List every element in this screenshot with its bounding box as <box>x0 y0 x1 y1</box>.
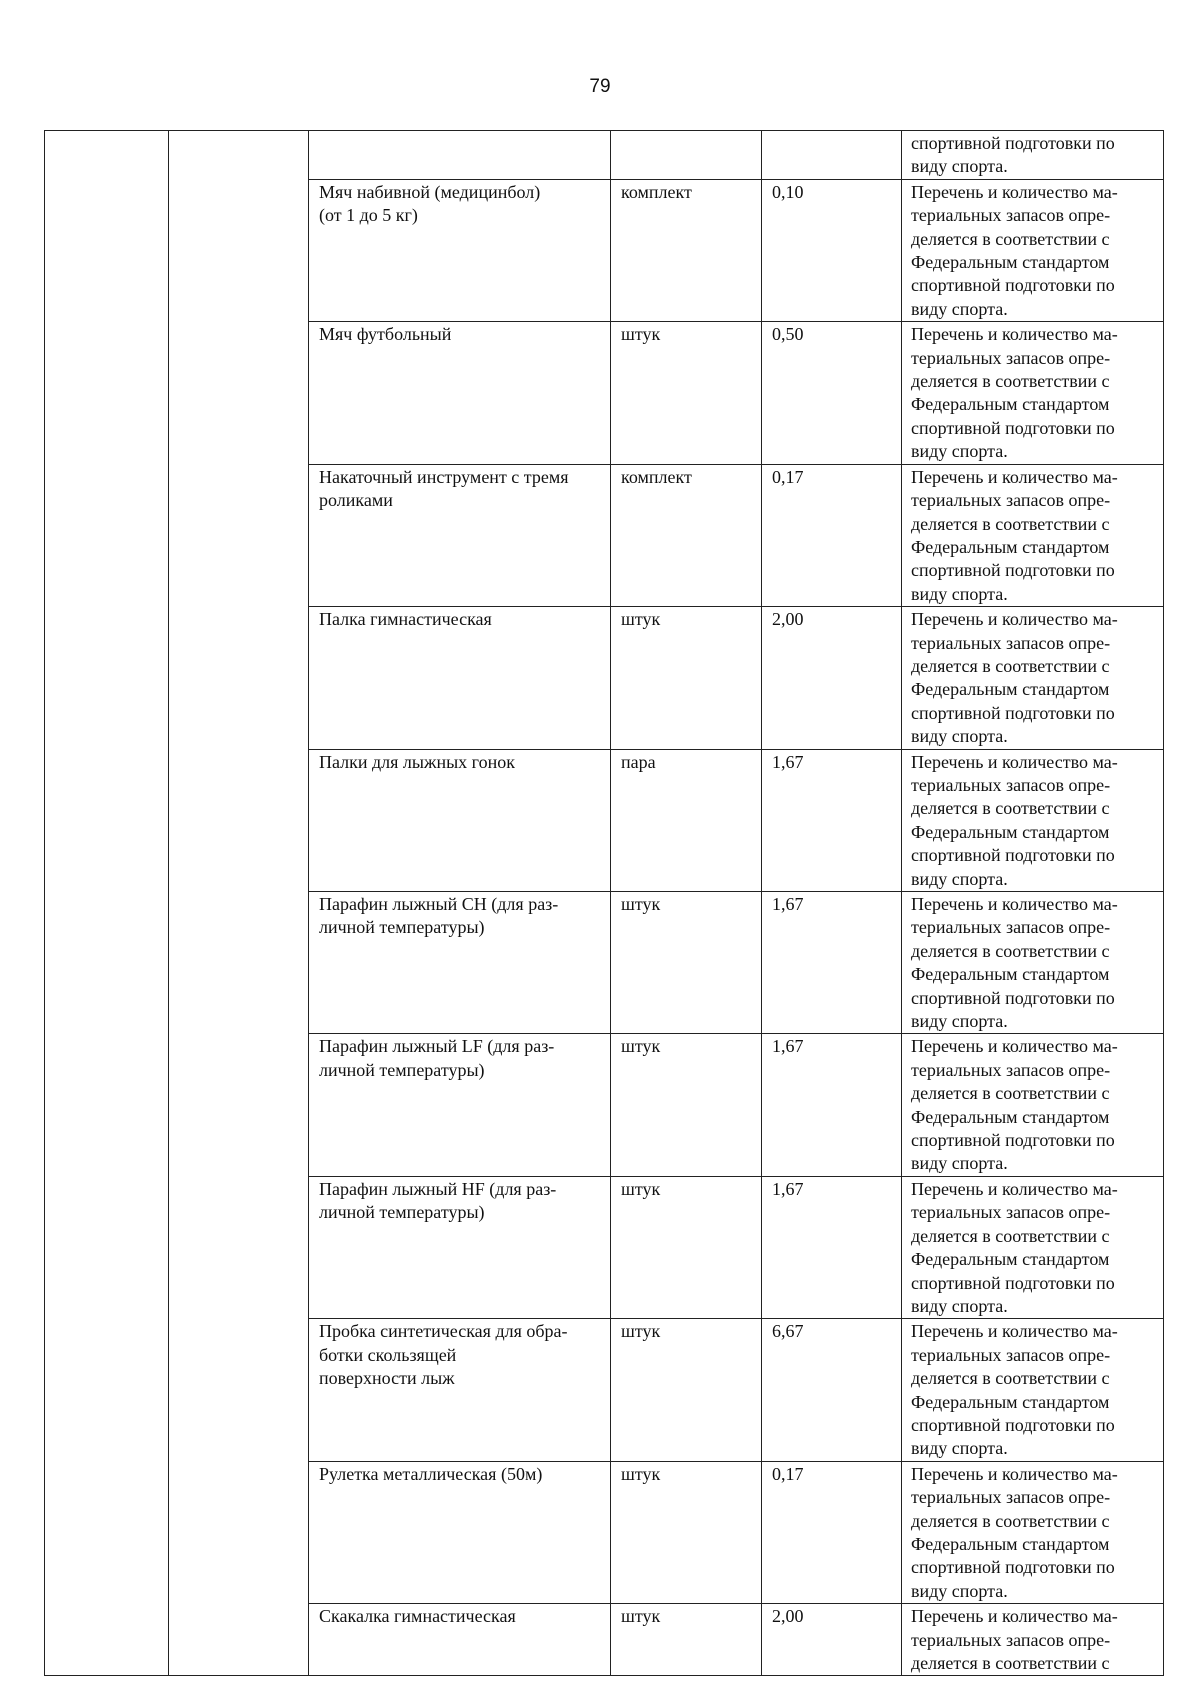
cell-line: виду спорта. <box>911 583 1008 604</box>
cell-line: личной температуры) <box>319 917 485 938</box>
note-cell <box>902 749 1164 891</box>
unit-cell <box>611 131 762 180</box>
unit-cell: комплект <box>611 464 762 606</box>
item-name-cell <box>309 1604 611 1676</box>
cell-line: деляется в соответствии с <box>911 655 1110 676</box>
quantity-cell: 2,00 <box>762 1604 902 1676</box>
cell-line: териальных запасов опре- <box>911 917 1111 938</box>
cell-line: виду спорта. <box>911 1438 1008 1459</box>
cell-line: спортивной подготовки по <box>911 417 1115 438</box>
quantity-cell: 0,10 <box>762 179 902 321</box>
note-cell <box>902 1461 1164 1603</box>
cell-line: деляется в соответствии с <box>911 513 1110 534</box>
quantity-cell: 1,67 <box>762 1176 902 1318</box>
item-name-cell <box>309 607 611 749</box>
unit-cell: штук <box>611 1319 762 1461</box>
cell-line: Федеральным стандартом <box>911 1249 1110 1270</box>
cell-line: Перечень и количество ма- <box>911 751 1118 772</box>
cell-line: деляется в соответствии с <box>911 228 1110 249</box>
cell-line: Федеральным стандартом <box>911 394 1110 415</box>
cell-line: деляется в соответствии с <box>911 940 1110 961</box>
cell-line: виду спорта. <box>911 1011 1008 1032</box>
cell-line: териальных запасов опре- <box>911 347 1111 368</box>
cell-line: Мяч футбольный <box>319 324 452 345</box>
note-cell <box>902 1319 1164 1461</box>
cell-line: виду спорта. <box>911 1153 1008 1174</box>
item-name-cell <box>309 1176 611 1318</box>
cell-line: (от 1 до 5 кг) <box>319 205 418 226</box>
cell-line: териальных запасов опре- <box>911 774 1111 795</box>
item-name-cell <box>309 1461 611 1603</box>
cell-line: спортивной подготовки по <box>911 702 1115 723</box>
cell-line: териальных запасов опре- <box>911 1344 1111 1365</box>
cell-line: Перечень и количество ма- <box>911 1321 1118 1342</box>
cell-line: Федеральным стандартом <box>911 536 1110 557</box>
cell-line: Федеральным стандартом <box>911 1391 1110 1412</box>
cell-line: Перечень и количество ма- <box>911 181 1118 202</box>
note-cell <box>902 179 1164 321</box>
cell-line: деляется в соответствии с <box>911 1225 1110 1246</box>
unit-cell: штук <box>611 322 762 464</box>
quantity-cell: 1,67 <box>762 1034 902 1176</box>
cell-line: деляется в соответствии с <box>911 371 1110 392</box>
cell-line: Федеральным стандартом <box>911 821 1110 842</box>
cell-line: виду спорта. <box>911 868 1008 889</box>
cell-line: Перечень и количество ма- <box>911 609 1118 630</box>
note-line: спортивной подготовки по <box>911 133 1115 153</box>
cell-line: Рулетка металлическая (50м) <box>319 1463 543 1484</box>
cell-line: Мяч набивной (медицинбол) <box>319 181 541 202</box>
cell-line: спортивной подготовки по <box>911 275 1115 296</box>
cell-line: спортивной подготовки по <box>911 1272 1115 1293</box>
table-row-continuation <box>45 131 1164 180</box>
cell-line: спортивной подготовки по <box>911 1557 1115 1578</box>
cell-line: териальных запасов опре- <box>911 1059 1111 1080</box>
cell-line: поверхности лыж <box>319 1368 455 1389</box>
cell-line: Федеральным стандартом <box>911 964 1110 985</box>
cell-line: деляется в соответствии с <box>911 1653 1110 1673</box>
item-name-cell <box>309 1319 611 1461</box>
note-cell <box>902 1034 1164 1176</box>
cell-line: териальных запасов опре- <box>911 205 1111 226</box>
cell-line: Перечень и количество ма- <box>911 1036 1118 1057</box>
unit-cell: комплект <box>611 179 762 321</box>
quantity-cell: 2,00 <box>762 607 902 749</box>
cell-line: спортивной подготовки по <box>911 845 1115 866</box>
quantity-cell: 0,17 <box>762 464 902 606</box>
cell-line: Федеральным стандартом <box>911 252 1110 273</box>
quantity-cell: 1,67 <box>762 749 902 891</box>
unit-cell: штук <box>611 607 762 749</box>
item-name-cell <box>309 749 611 891</box>
item-name-cell <box>309 179 611 321</box>
cell-line: деляется в соответствии с <box>911 1510 1110 1531</box>
cell-line: Федеральным стандартом <box>911 679 1110 700</box>
cell-line: териальных запасов опре- <box>911 1202 1111 1223</box>
note-cell <box>902 892 1164 1034</box>
cell-line: Перечень и количество ма- <box>911 1606 1118 1627</box>
cell-line: териальных запасов опре- <box>911 1629 1111 1650</box>
quantity-cell: 0,17 <box>762 1461 902 1603</box>
cell-line: териальных запасов опре- <box>911 490 1111 511</box>
cell-line: Федеральным стандартом <box>911 1533 1110 1554</box>
cell-line: Парафин лыжный LF (для раз- <box>319 1036 555 1057</box>
note-cell <box>902 1176 1164 1318</box>
note-cell <box>902 1604 1164 1676</box>
cell-line: виду спорта. <box>911 441 1008 462</box>
cell-line: личной температуры) <box>319 1059 485 1080</box>
unit-cell: штук <box>611 1604 762 1676</box>
cell-line: Накаточный инструмент с тремя <box>319 466 569 487</box>
cell-line: Палки для лыжных гонок <box>319 751 515 772</box>
cell-line: виду спорта. <box>911 726 1008 747</box>
note-cell <box>902 131 1164 180</box>
quantity-cell: 6,67 <box>762 1319 902 1461</box>
cell-line: Парафин лыжный HF (для раз- <box>319 1178 557 1199</box>
quantity-cell <box>762 131 902 180</box>
cell-line: Перечень и количество ма- <box>911 894 1118 914</box>
note-cell <box>902 607 1164 749</box>
cell-line: териальных запасов опре- <box>911 1487 1111 1508</box>
quantity-cell: 1,67 <box>762 892 902 1034</box>
cell-line: роликами <box>319 490 393 511</box>
cell-line: личной температуры) <box>319 1202 485 1223</box>
cell-line: спортивной подготовки по <box>911 1130 1115 1151</box>
unit-cell: штук <box>611 892 762 1034</box>
cell-line: деляется в соответствии с <box>911 1368 1110 1389</box>
quantity-cell: 0,50 <box>762 322 902 464</box>
equipment-table <box>44 130 1164 1676</box>
cell-line: деляется в соответствии с <box>911 798 1110 819</box>
unit-cell: штук <box>611 1461 762 1603</box>
item-name-cell <box>309 892 611 1034</box>
cell-line: териальных запасов опре- <box>911 632 1111 653</box>
unit-cell: пара <box>611 749 762 891</box>
cell-line: Перечень и количество ма- <box>911 324 1118 345</box>
item-name-cell <box>309 1034 611 1176</box>
cell-line: спортивной подготовки по <box>911 987 1115 1008</box>
page-number: 79 <box>589 76 611 97</box>
cell-line: виду спорта. <box>911 298 1008 319</box>
cell-line: Перечень и количество ма- <box>911 1178 1118 1199</box>
unit-cell: штук <box>611 1034 762 1176</box>
cell-line: спортивной подготовки по <box>911 1414 1115 1435</box>
cell-line: виду спорта. <box>911 1580 1008 1601</box>
item-name-cell <box>309 131 611 180</box>
note-cell <box>902 322 1164 464</box>
item-name-cell <box>309 322 611 464</box>
cell-line: спортивной подготовки по <box>911 560 1115 581</box>
cell-line: деляется в соответствии с <box>911 1083 1110 1104</box>
merged-cell-col1 <box>45 131 169 1676</box>
cell-line: Палка гимнастическая <box>319 609 492 630</box>
merged-cell-col2 <box>169 131 309 1676</box>
cell-line: Перечень и количество ма- <box>911 1463 1118 1484</box>
item-name-cell <box>309 464 611 606</box>
cell-line: Пробка синтетическая для обра- <box>319 1321 568 1342</box>
cell-line: Федеральным стандартом <box>911 1106 1110 1127</box>
cell-line: ботки скользящей <box>319 1344 457 1365</box>
cell-line: Скакалка гимнастическая <box>319 1606 516 1627</box>
note-cell <box>902 464 1164 606</box>
cell-line: виду спорта. <box>911 1295 1008 1316</box>
cell-line: Парафин лыжный CH (для раз- <box>319 894 559 914</box>
note-line: виду спорта. <box>911 156 1008 177</box>
unit-cell: штук <box>611 1176 762 1318</box>
cell-line: Перечень и количество ма- <box>911 466 1118 487</box>
